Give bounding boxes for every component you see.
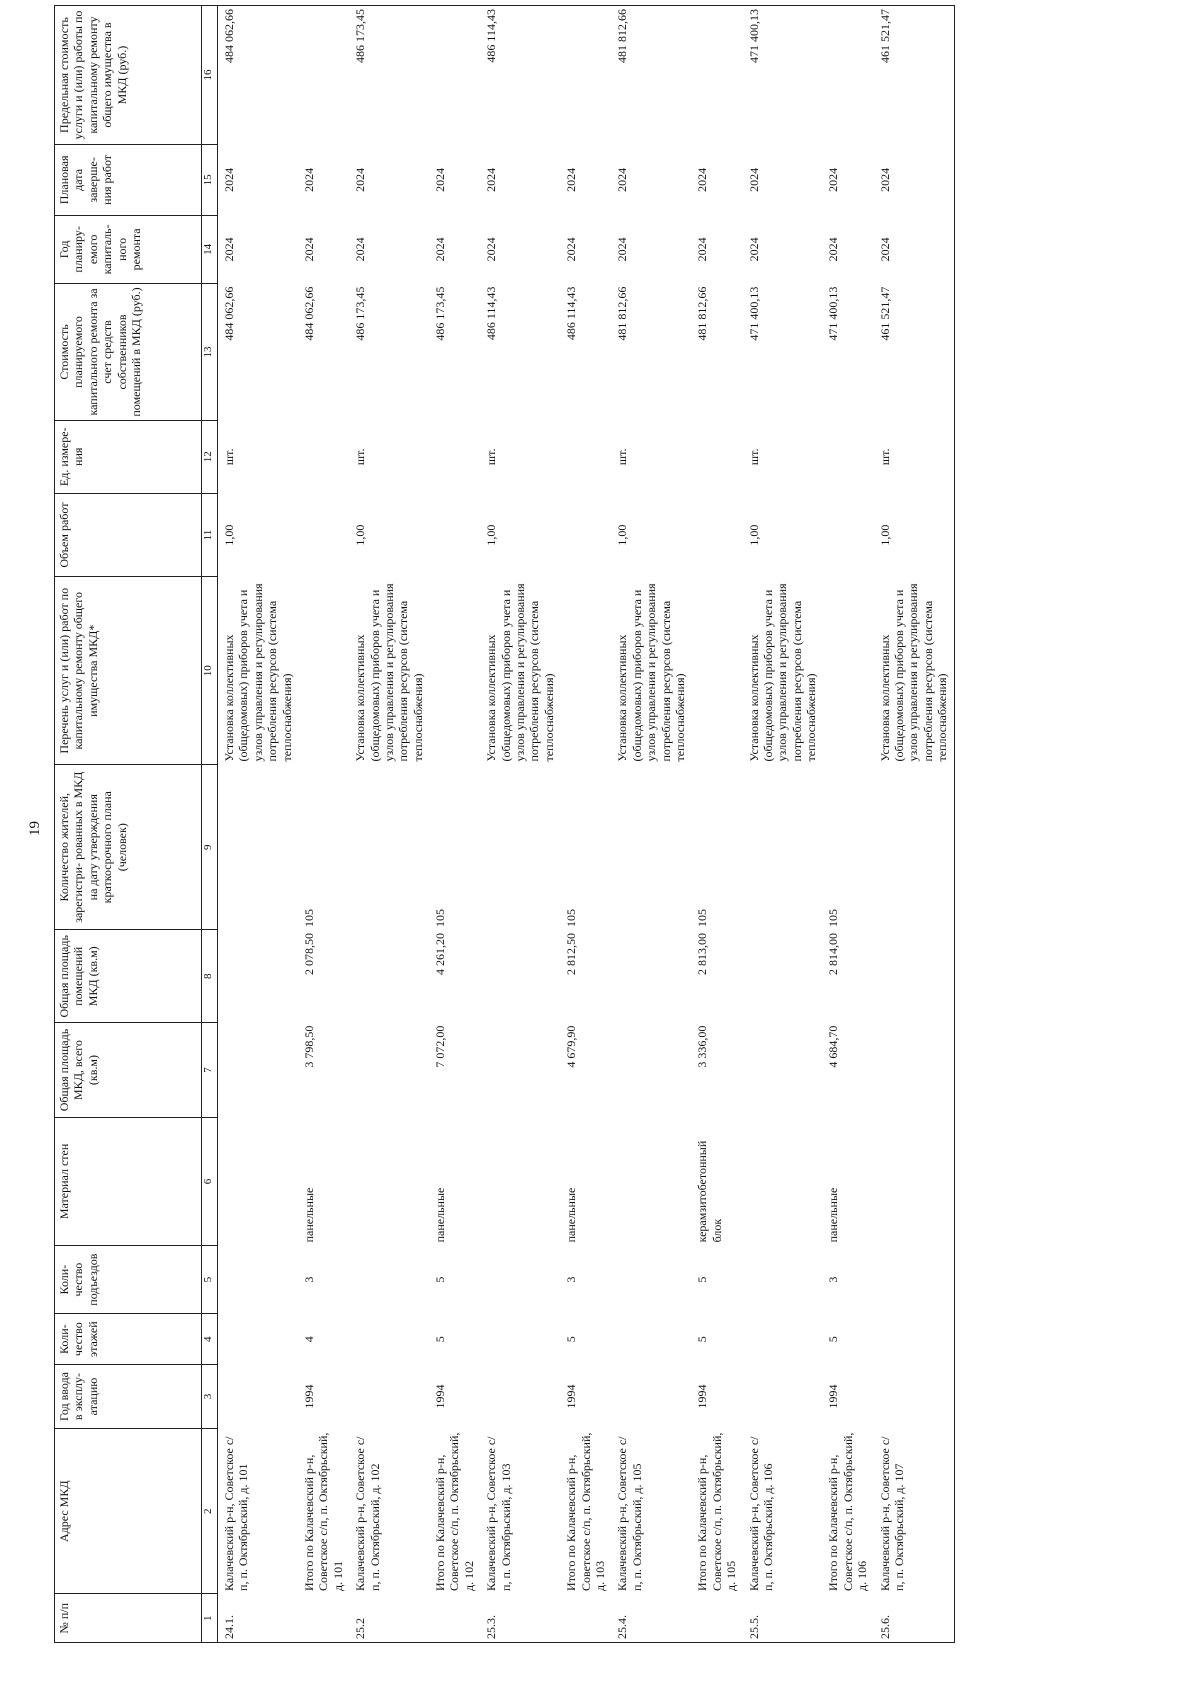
column-number: 12 — [202, 420, 218, 493]
total-label-cell: Итого по Калачевский р-н, Советское с/п, п. Октябрьский, д. 101 — [301, 1432, 345, 1591]
empty-cell — [349, 1117, 429, 1245]
empty-cell — [429, 577, 480, 765]
year-cell: 2024 — [433, 237, 448, 262]
year-built-cell: 1994 — [695, 1384, 710, 1409]
empty-cell — [349, 930, 429, 1023]
volume-cell: 1,00 — [746, 524, 761, 546]
empty-cell — [743, 1245, 823, 1313]
year-cell: 2024 — [301, 237, 316, 262]
end-date-cell: 2024 — [695, 167, 710, 192]
header-cell: Год планиру- емого капиталь- ного ремонта — [55, 215, 202, 283]
area-total-cell: 3 798,50 — [301, 1025, 316, 1068]
end-date-cell: 2024 — [746, 167, 761, 192]
residents-cell: 105 — [826, 908, 841, 927]
empty-cell — [691, 1594, 742, 1643]
volume-cell: 1,00 — [484, 524, 499, 546]
header-cell: Адрес МКД — [55, 1429, 202, 1594]
empty-cell — [298, 420, 349, 493]
empty-cell — [349, 1245, 429, 1313]
empty-cell — [822, 493, 873, 577]
empty-cell — [822, 420, 873, 493]
column-number: 3 — [202, 1365, 218, 1429]
empty-cell — [611, 1023, 691, 1118]
entrances-cell: 3 — [564, 1276, 579, 1283]
entrances-cell: 5 — [695, 1276, 710, 1283]
empty-cell — [480, 930, 560, 1023]
column-number: 13 — [202, 284, 218, 421]
cost-cell: 471 400,13 — [746, 286, 761, 341]
empty-cell — [480, 1245, 560, 1313]
total-label-cell: Итого по Калачевский р-н, Советское с/п, п. Октябрьский, д. 102 — [433, 1432, 476, 1591]
works-cell: Установка коллективных (общедомовых) приборов учета и узлов управления и регулирования потребления ресурсов (система теплоснабжения) — [353, 583, 425, 762]
empty-cell — [218, 1023, 298, 1118]
column-number: 1 — [202, 1594, 218, 1643]
area-premises-cell: 2 814,00 — [826, 932, 841, 975]
empty-cell — [349, 1365, 429, 1429]
year-built-cell: 1994 — [564, 1384, 579, 1409]
empty-cell — [874, 1117, 954, 1245]
row-number: 25.4. — [615, 1615, 630, 1639]
max-cost-cell: 471 400,13 — [746, 9, 761, 63]
column-number: 10 — [202, 577, 218, 765]
empty-cell — [480, 1023, 560, 1118]
empty-cell — [349, 1314, 429, 1365]
year-cell: 2024 — [695, 237, 710, 262]
year-cell: 2024 — [746, 237, 761, 262]
capital-repair-table — [54, 5, 955, 1643]
empty-cell — [743, 1117, 823, 1245]
page-number: 19 — [27, 821, 43, 836]
address-cell: Калачевский р-н, Советское с/п, п. Октябрьский, д. 101 — [222, 1436, 251, 1591]
empty-cell — [429, 420, 480, 493]
column-number: 15 — [202, 145, 218, 216]
empty-cell — [298, 6, 349, 145]
end-date-cell: 2024 — [353, 167, 368, 192]
empty-cell — [691, 577, 742, 765]
empty-cell — [611, 930, 691, 1023]
header-cell: Год ввода в эксплу- атацию — [55, 1365, 202, 1429]
empty-cell — [218, 1245, 298, 1313]
row-number: 25.6. — [877, 1615, 892, 1639]
table-row — [874, 6, 954, 1643]
entrances-cell: 5 — [433, 1276, 448, 1283]
works-cell: Установка коллективных (общедомовых) приборов учета и узлов управления и регулирования потребления ресурсов (система теплоснабжения) — [484, 583, 556, 762]
area-total-cell: 7 072,00 — [433, 1025, 448, 1068]
empty-cell — [349, 1023, 429, 1118]
empty-cell — [218, 1117, 298, 1245]
cost-cell: 471 400,13 — [826, 286, 841, 341]
end-date-cell: 2024 — [222, 167, 236, 192]
residents-cell: 105 — [695, 908, 710, 927]
empty-cell — [743, 1314, 823, 1365]
max-cost-cell: 486 173,45 — [353, 9, 368, 63]
max-cost-cell: 461 521,47 — [877, 9, 892, 63]
column-number-row — [202, 6, 218, 1643]
total-row — [298, 6, 349, 1643]
empty-cell — [480, 1314, 560, 1365]
table-row — [218, 6, 298, 1643]
empty-cell — [218, 765, 298, 930]
walls-cell: панельные — [301, 1187, 316, 1243]
floors-cell: 5 — [695, 1336, 710, 1343]
area-total-cell: 4 684,70 — [826, 1025, 841, 1068]
cost-cell: 486 114,43 — [564, 286, 579, 341]
unit-cell: шт. — [484, 448, 499, 466]
walls-cell: панельные — [433, 1187, 448, 1243]
table-row — [349, 6, 429, 1643]
empty-cell — [218, 1314, 298, 1365]
area-premises-cell: 2 812,50 — [564, 932, 579, 975]
entrances-cell: 3 — [301, 1276, 316, 1283]
empty-cell — [874, 1365, 954, 1429]
address-cell: Калачевский р-н, Советское с/п, п. Октябрьский, д. 102 — [353, 1436, 382, 1591]
empty-cell — [691, 493, 742, 577]
year-built-cell: 1994 — [826, 1384, 841, 1409]
empty-cell — [429, 1594, 480, 1643]
year-cell: 2024 — [564, 237, 579, 262]
end-date-cell: 2024 — [826, 167, 841, 192]
empty-cell — [611, 1117, 691, 1245]
volume-cell: 1,00 — [615, 524, 630, 546]
volume-cell: 1,00 — [877, 524, 892, 546]
cost-cell: 486 114,43 — [484, 286, 499, 341]
empty-cell — [822, 6, 873, 145]
walls-cell: керамзитобетонный блок — [695, 1140, 724, 1243]
unit-cell: шт. — [877, 448, 892, 466]
empty-cell — [298, 577, 349, 765]
cost-cell: 486 173,45 — [353, 286, 368, 341]
header-cell: Объем работ — [55, 493, 202, 577]
header-cell: Коли- чество этажей — [55, 1314, 202, 1365]
header-cell: Материал стен — [55, 1117, 202, 1245]
empty-cell — [743, 1023, 823, 1118]
total-row — [560, 6, 611, 1643]
empty-cell — [691, 420, 742, 493]
empty-cell — [480, 1117, 560, 1245]
cost-cell: 481 812,66 — [615, 286, 630, 341]
empty-cell — [611, 765, 691, 930]
header-cell: Общая площадь МКД, всего (кв.м) — [55, 1023, 202, 1118]
empty-cell — [218, 1365, 298, 1429]
header-cell: № п/п — [55, 1594, 202, 1643]
empty-cell — [874, 1314, 954, 1365]
residents-cell: 105 — [433, 908, 448, 927]
walls-cell: панельные — [564, 1187, 579, 1243]
area-total-cell: 4 679,90 — [564, 1025, 579, 1068]
total-label-cell: Итого по Калачевский р-н, Советское с/п, п. Октябрьский, д. 105 — [695, 1432, 739, 1591]
table-row — [611, 6, 691, 1643]
column-number: 11 — [202, 493, 218, 577]
floors-cell: 5 — [433, 1336, 448, 1343]
unit-cell: шт. — [353, 448, 368, 466]
empty-cell — [611, 1314, 691, 1365]
empty-cell — [560, 420, 611, 493]
floors-cell: 4 — [301, 1336, 316, 1343]
area-premises-cell: 2 078,50 — [301, 932, 316, 975]
cost-cell: 486 173,45 — [433, 286, 448, 341]
total-label-cell: Итого по Калачевский р-н, Советское с/п, п. Октябрьский, д. 106 — [826, 1432, 870, 1591]
row-number: 25.5. — [746, 1615, 761, 1639]
area-premises-cell: 2 813,00 — [695, 932, 710, 975]
year-cell: 2024 — [484, 237, 499, 262]
table-row — [743, 6, 823, 1643]
end-date-cell: 2024 — [564, 167, 579, 192]
residents-cell: 105 — [564, 908, 579, 927]
address-cell: Калачевский р-н, Советское с/п, п. Октябрьский, д. 103 — [484, 1436, 513, 1591]
header-cell: Ед. измере- ния — [55, 420, 202, 493]
header-cell: Количество жителей, зарегистри- рованных в МКД на дату утверждения краткосрочного плана (человек) — [55, 765, 202, 930]
floors-cell: 5 — [564, 1336, 579, 1343]
entrances-cell: 3 — [826, 1276, 841, 1283]
empty-cell — [743, 765, 823, 930]
year-cell: 2024 — [353, 237, 368, 262]
column-number: 7 — [202, 1023, 218, 1118]
empty-cell — [298, 1594, 349, 1643]
volume-cell: 1,00 — [222, 524, 236, 546]
row-number: 24.1. — [222, 1615, 236, 1639]
residents-cell: 105 — [301, 908, 316, 927]
unit-cell: шт. — [615, 448, 630, 466]
floors-cell: 5 — [826, 1336, 841, 1343]
address-cell: Калачевский р-н, Советское с/п, п. Октябрьский, д. 106 — [746, 1436, 775, 1591]
max-cost-cell: 484 062,66 — [222, 9, 236, 63]
year-cell: 2024 — [826, 237, 841, 262]
volume-cell: 1,00 — [353, 524, 368, 546]
total-row — [429, 6, 480, 1643]
header-cell: Стоимость планируемого капитального ремонта за счет средств собственников помещений в МКД (руб.) — [55, 284, 202, 421]
empty-cell — [560, 1594, 611, 1643]
column-number: 9 — [202, 765, 218, 930]
table-row — [480, 6, 560, 1643]
column-number: 2 — [202, 1429, 218, 1594]
cost-cell: 484 062,66 — [222, 286, 236, 341]
address-cell: Калачевский р-н, Советское с/п, п. Октябрьский, д. 107 — [877, 1436, 907, 1591]
empty-cell — [560, 577, 611, 765]
cost-cell: 481 812,66 — [695, 286, 710, 341]
column-number: 5 — [202, 1245, 218, 1313]
end-date-cell: 2024 — [433, 167, 448, 192]
column-number: 8 — [202, 930, 218, 1023]
column-number: 14 — [202, 215, 218, 283]
header-row — [55, 6, 202, 1643]
column-number: 4 — [202, 1314, 218, 1365]
empty-cell — [822, 1594, 873, 1643]
cost-cell: 461 521,47 — [877, 286, 892, 341]
empty-cell — [349, 765, 429, 930]
empty-cell — [874, 1245, 954, 1313]
empty-cell — [611, 1245, 691, 1313]
works-cell: Установка коллективных (общедомовых) приборов учета и узлов управления и регулирования потребления ресурсов (система теплоснабжения) — [746, 583, 819, 762]
works-cell: Установка коллективных (общедомовых) приборов учета и узлов управления и регулирования потребления ресурсов (система теплоснабжения) — [877, 583, 950, 762]
row-number: 25.3. — [484, 1615, 499, 1639]
year-built-cell: 1994 — [301, 1384, 316, 1409]
area-premises-cell: 4 261,20 — [433, 932, 448, 975]
empty-cell — [822, 577, 873, 765]
empty-cell — [611, 1365, 691, 1429]
empty-cell — [743, 1365, 823, 1429]
row-number: 25.2 — [353, 1618, 368, 1639]
empty-cell — [874, 930, 954, 1023]
year-cell: 2024 — [877, 237, 892, 262]
column-number: 6 — [202, 1117, 218, 1245]
year-built-cell: 1994 — [433, 1384, 448, 1409]
works-cell: Установка коллективных (общедомовых) приборов учета и узлов управления и регулирования потребления ресурсов (система теплоснабжения) — [615, 583, 687, 762]
header-cell: Плановая дата заверше- ния работ — [55, 145, 202, 216]
empty-cell — [874, 765, 954, 930]
total-row — [691, 6, 742, 1643]
column-number: 16 — [202, 6, 218, 145]
total-label-cell: Итого по Калачевский р-н, Советское с/п, п. Октябрьский, д. 103 — [564, 1432, 607, 1591]
max-cost-cell: 481 812,66 — [615, 9, 630, 63]
end-date-cell: 2024 — [877, 167, 892, 192]
year-cell: 2024 — [615, 237, 630, 262]
max-cost-cell: 486 114,43 — [484, 9, 499, 63]
empty-cell — [743, 930, 823, 1023]
table-body — [218, 6, 955, 1643]
empty-cell — [298, 493, 349, 577]
header-cell: Коли- чество подъездов — [55, 1245, 202, 1313]
empty-cell — [874, 1023, 954, 1118]
empty-cell — [429, 493, 480, 577]
end-date-cell: 2024 — [484, 167, 499, 192]
empty-cell — [560, 493, 611, 577]
empty-cell — [429, 6, 480, 145]
header-cell: Предельная стоимость услуги и (или) работы по капитальному ремонту общего имущества в МКД (руб.) — [55, 6, 202, 145]
address-cell: Калачевский р-н, Советское с/п, п. Октябрьский, д. 105 — [615, 1436, 644, 1591]
unit-cell: шт. — [746, 448, 761, 466]
header-cell: Перечень услуг и (или) работ по капитальному ремонту общего имущества МКД* — [55, 577, 202, 765]
empty-cell — [480, 765, 560, 930]
empty-cell — [560, 6, 611, 145]
end-date-cell: 2024 — [301, 167, 316, 192]
area-total-cell: 3 336,00 — [695, 1025, 710, 1068]
cost-cell: 484 062,66 — [301, 286, 316, 341]
empty-cell — [691, 6, 742, 145]
header-cell: Общая площадь помещений МКД (кв.м) — [55, 930, 202, 1023]
unit-cell: шт. — [222, 448, 236, 466]
walls-cell: панельные — [826, 1187, 841, 1243]
year-cell: 2024 — [222, 237, 236, 262]
empty-cell — [480, 1365, 560, 1429]
works-cell: Установка коллективных (общедомовых) приборов учета и узлов управления и регулирования потребления ресурсов (система теплоснабжения) — [222, 583, 294, 762]
end-date-cell: 2024 — [615, 167, 630, 192]
total-row — [822, 6, 873, 1643]
empty-cell — [218, 930, 298, 1023]
